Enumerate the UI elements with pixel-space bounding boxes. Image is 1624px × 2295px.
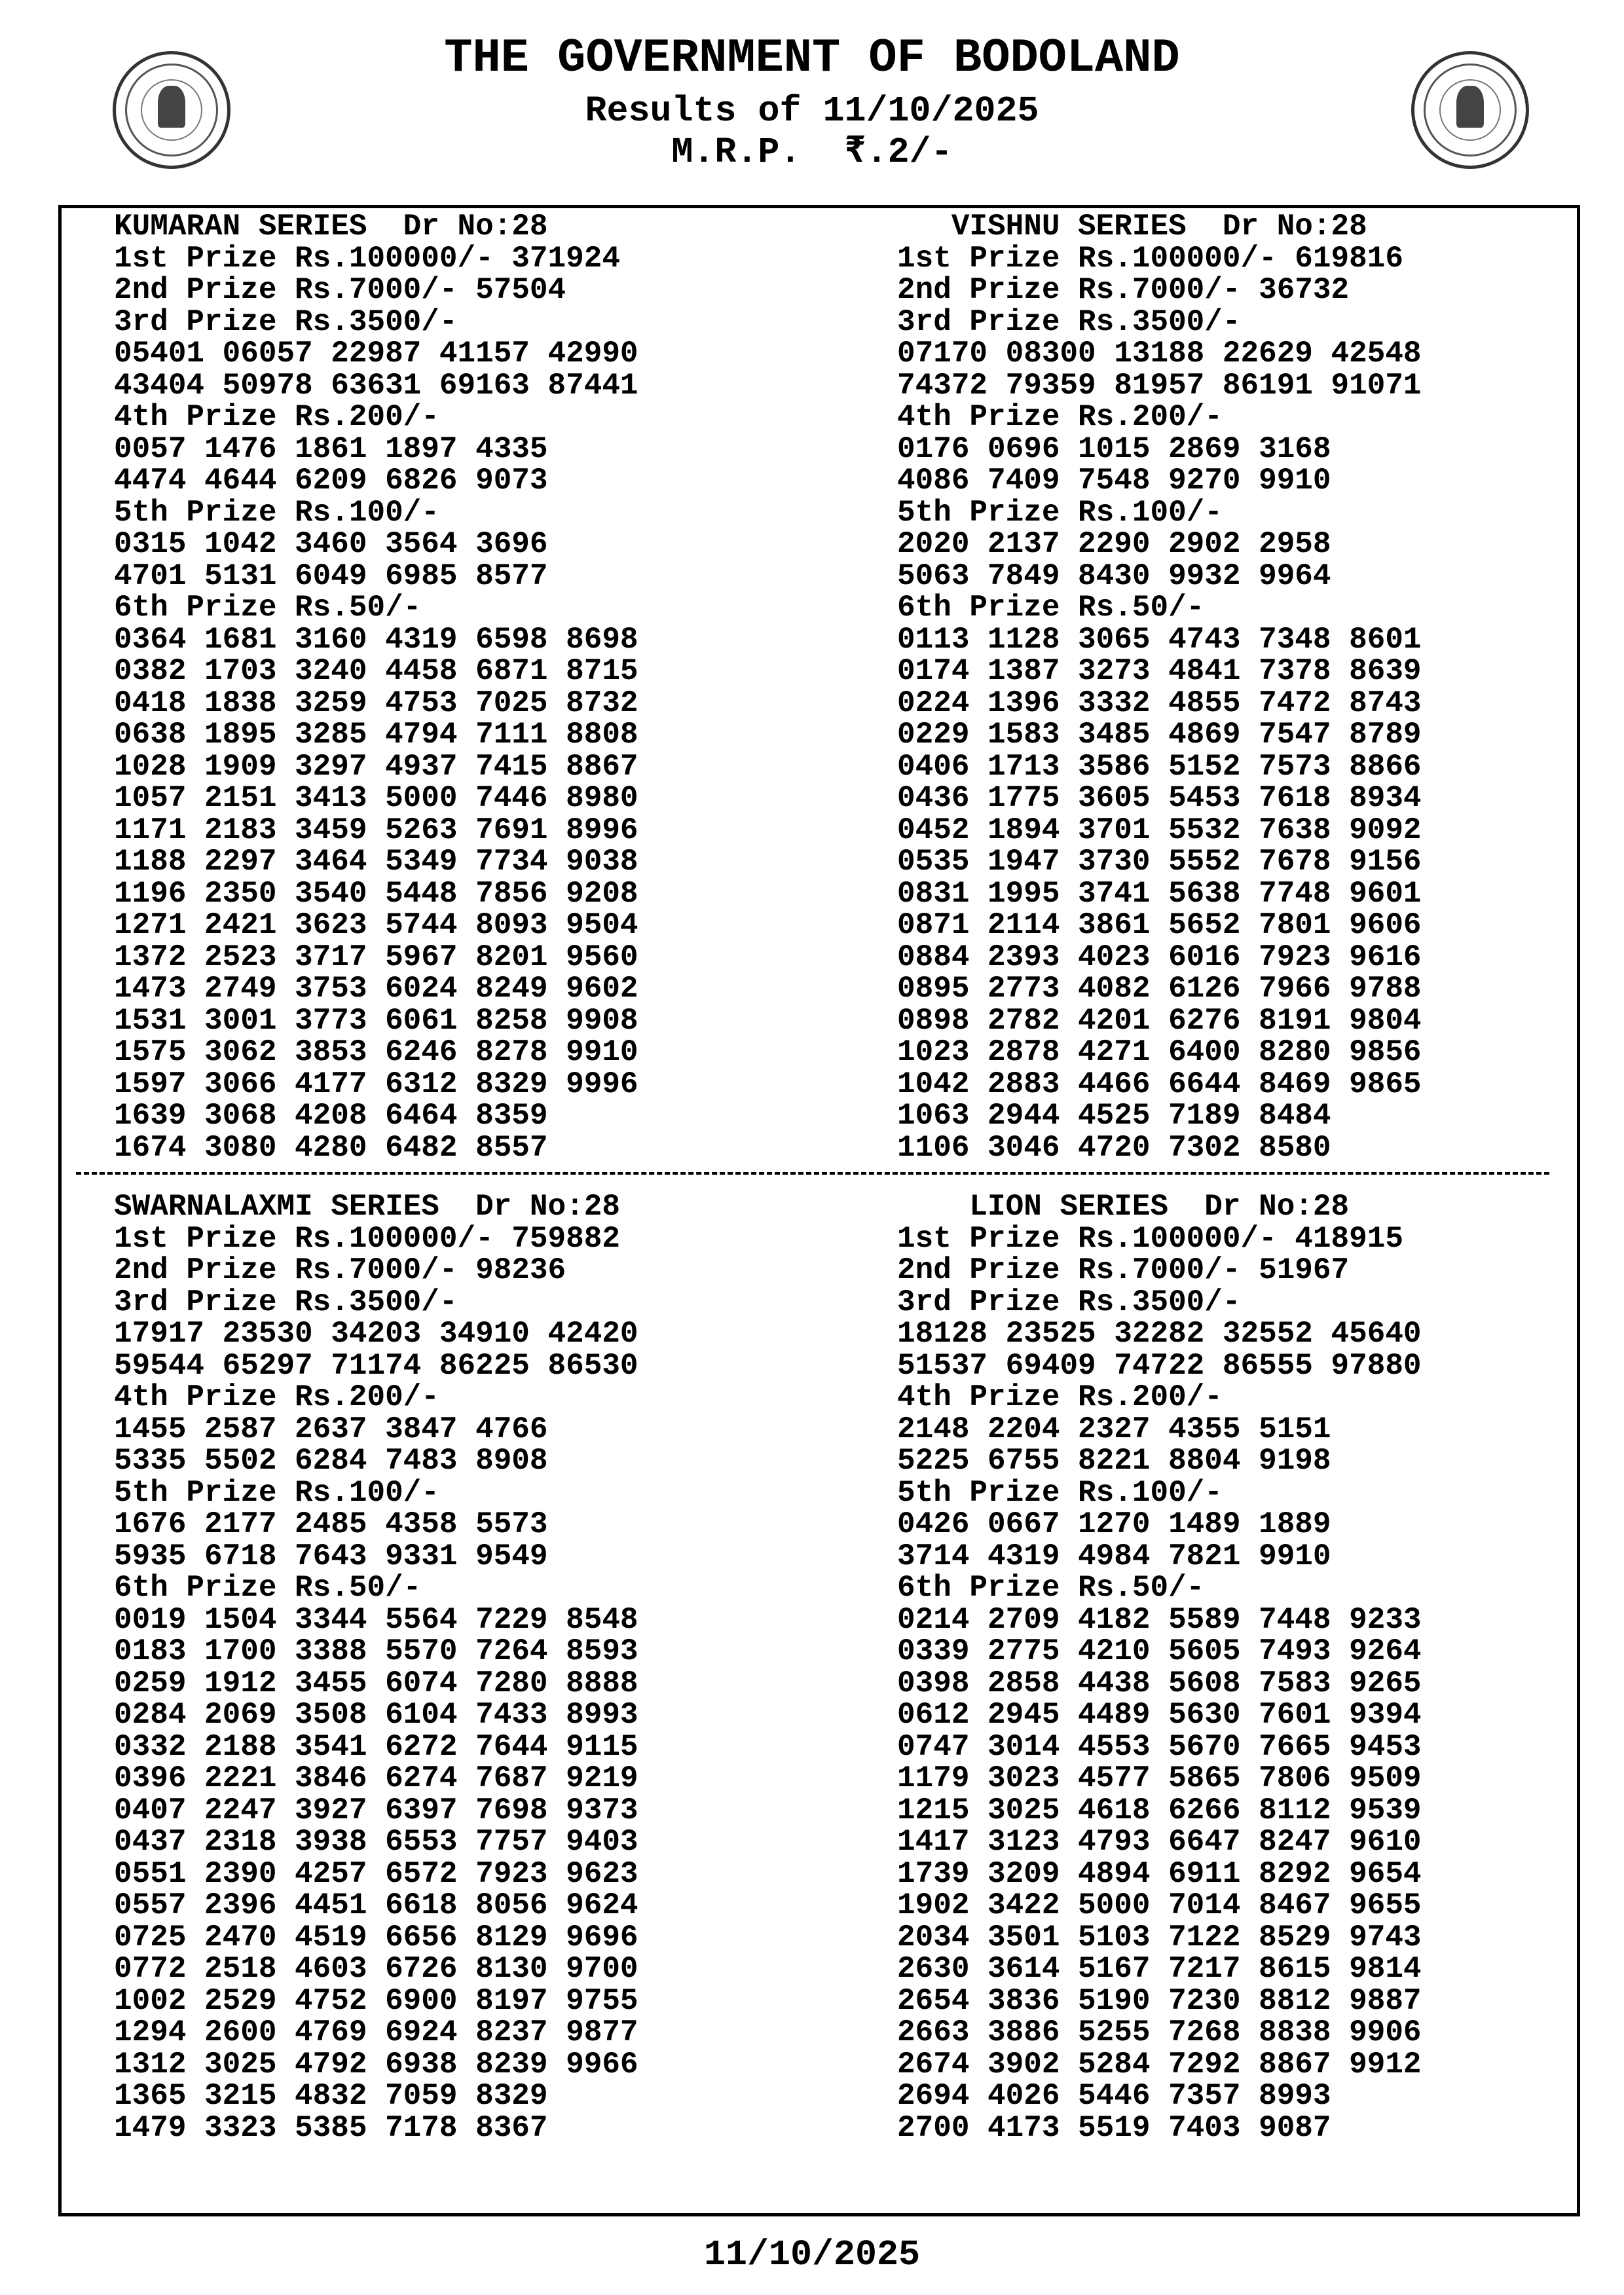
sixth-prize-numbers: 2034 3501 5103 7122 8529 9743 (897, 1920, 1422, 1955)
third-prize-numbers: 07170 08300 13188 22629 42548 (897, 337, 1422, 371)
fourth-prize-label: 4th Prize Rs.200/- (114, 1380, 439, 1414)
second-prize: 2nd Prize Rs.7000/- 36732 (897, 273, 1350, 307)
sixth-prize-numbers: 1739 3209 4894 6911 8292 9654 (897, 1856, 1422, 1891)
first-prize: 1st Prize Rs.100000/- 418915 (897, 1221, 1403, 1256)
series-block (114, 211, 638, 1164)
fifth-prize-label: 5th Prize Rs.100/- (114, 1475, 439, 1510)
sixth-prize-numbers: 0725 2470 4519 6656 8129 9696 (114, 1920, 638, 1955)
sixth-prize-numbers: 0831 1995 3741 5638 7748 9601 (897, 876, 1422, 911)
sixth-prize-numbers: 0214 2709 4182 5589 7448 9233 (897, 1602, 1422, 1637)
sixth-prize-label: 6th Prize Rs.50/- (114, 591, 422, 625)
sixth-prize-numbers: 0224 1396 3332 4855 7472 8743 (897, 686, 1422, 720)
fifth-prize-numbers: 0315 1042 3460 3564 3696 (114, 527, 548, 561)
fifth-prize-numbers: 3714 4319 4984 7821 9910 (897, 1539, 1331, 1573)
sixth-prize-numbers: 0638 1895 3285 4794 7111 8808 (114, 718, 638, 752)
sixth-prize-numbers: 0174 1387 3273 4841 7378 8639 (897, 654, 1422, 688)
sixth-prize-numbers: 2700 4173 5519 7403 9087 (897, 2110, 1331, 2145)
first-prize: 1st Prize Rs.100000/- 759882 (114, 1221, 620, 1256)
third-prize-numbers: 17917 23530 34203 34910 42420 (114, 1317, 638, 1351)
fourth-prize-label: 4th Prize Rs.200/- (897, 400, 1223, 434)
sixth-prize-numbers: 0551 2390 4257 6572 7923 9623 (114, 1856, 638, 1891)
sixth-prize-numbers: 2694 4026 5446 7357 8993 (897, 2079, 1331, 2113)
third-prize-label: 3rd Prize Rs.3500/- (897, 1285, 1241, 1319)
sixth-prize-numbers: 1042 2883 4466 6644 8469 9865 (897, 1067, 1422, 1101)
second-prize: 2nd Prize Rs.7000/- 98236 (114, 1253, 566, 1287)
sixth-prize-numbers: 1063 2944 4525 7189 8484 (897, 1099, 1331, 1133)
sixth-prize-numbers: 1372 2523 3717 5967 8201 9560 (114, 940, 638, 974)
sixth-prize-numbers: 0452 1894 3701 5532 7638 9092 (897, 813, 1422, 847)
series-header: KUMARAN SERIES Dr No:28 (114, 210, 548, 244)
page-title: THE GOVERNMENT OF BODOLAND (444, 31, 1180, 85)
third-prize-numbers: 18128 23525 32282 32552 45640 (897, 1317, 1422, 1351)
sixth-prize-numbers: 1171 2183 3459 5263 7691 8996 (114, 813, 638, 847)
fourth-prize-numbers: 5225 6755 8221 8804 9198 (897, 1444, 1331, 1478)
sixth-prize-numbers: 0436 1775 3605 5453 7618 8934 (897, 781, 1422, 815)
sixth-prize-numbers: 1575 3062 3853 6246 8278 9910 (114, 1035, 638, 1069)
sixth-prize-numbers: 1106 3046 4720 7302 8580 (897, 1130, 1331, 1165)
series-block (897, 211, 1422, 1164)
sixth-prize-numbers: 1028 1909 3297 4937 7415 8867 (114, 749, 638, 784)
sixth-prize-numbers: 1597 3066 4177 6312 8329 9996 (114, 1067, 638, 1101)
first-prize: 1st Prize Rs.100000/- 371924 (114, 241, 620, 276)
sixth-prize-numbers: 1188 2297 3464 5349 7734 9038 (114, 845, 638, 879)
sixth-prize-label: 6th Prize Rs.50/- (897, 591, 1205, 625)
sixth-prize-numbers: 0406 1713 3586 5152 7573 8866 (897, 749, 1422, 784)
sixth-prize-numbers: 0332 2188 3541 6272 7644 9115 (114, 1729, 638, 1764)
third-prize-numbers: 05401 06057 22987 41157 42990 (114, 337, 638, 371)
sixth-prize-numbers: 0437 2318 3938 6553 7757 9403 (114, 1825, 638, 1859)
sixth-prize-numbers: 1365 3215 4832 7059 8329 (114, 2079, 548, 2113)
sixth-prize-numbers: 1215 3025 4618 6266 8112 9539 (897, 1793, 1422, 1827)
sixth-prize-numbers: 1023 2878 4271 6400 8280 9856 (897, 1035, 1422, 1069)
fourth-prize-numbers: 1455 2587 2637 3847 4766 (114, 1412, 548, 1446)
third-prize-numbers: 51537 69409 74722 86555 97880 (897, 1348, 1422, 1383)
sixth-prize-numbers: 1674 3080 4280 6482 8557 (114, 1130, 548, 1165)
mrp-price: M.R.P. ₹.2/- (671, 132, 953, 173)
fifth-prize-numbers: 2020 2137 2290 2902 2958 (897, 527, 1331, 561)
fifth-prize-numbers: 4701 5131 6049 6985 8577 (114, 559, 548, 593)
sixth-prize-numbers: 0229 1583 3485 4869 7547 8789 (897, 718, 1422, 752)
fourth-prize-numbers: 4086 7409 7548 9270 9910 (897, 464, 1331, 498)
sixth-prize-numbers: 0396 2221 3846 6274 7687 9219 (114, 1761, 638, 1795)
third-prize-label: 3rd Prize Rs.3500/- (897, 304, 1241, 339)
sixth-prize-numbers: 0535 1947 3730 5552 7678 9156 (897, 845, 1422, 879)
sixth-prize-numbers: 1312 3025 4792 6938 8239 9966 (114, 2047, 638, 2082)
sixth-prize-numbers: 0612 2945 4489 5630 7601 9394 (897, 1698, 1422, 1732)
fourth-prize-numbers: 5335 5502 6284 7483 8908 (114, 1444, 548, 1478)
third-prize-numbers: 43404 50978 63631 69163 87441 (114, 368, 638, 403)
sixth-prize-numbers: 1294 2600 4769 6924 8237 9877 (114, 2015, 638, 2049)
sixth-prize-numbers: 0364 1681 3160 4319 6598 8698 (114, 622, 638, 657)
sixth-prize-numbers: 0898 2782 4201 6276 8191 9804 (897, 1003, 1422, 1038)
third-prize-label: 3rd Prize Rs.3500/- (114, 1285, 458, 1319)
fifth-prize-label: 5th Prize Rs.100/- (897, 495, 1223, 530)
sixth-prize-numbers: 1417 3123 4793 6647 8247 9610 (897, 1825, 1422, 1859)
sixth-prize-label: 6th Prize Rs.50/- (897, 1571, 1205, 1605)
sixth-prize-numbers: 1196 2350 3540 5448 7856 9208 (114, 876, 638, 911)
series-header: VISHNU SERIES Dr No:28 (897, 210, 1367, 244)
sixth-prize-numbers: 0113 1128 3065 4743 7348 8601 (897, 622, 1422, 657)
footer-date: 11/10/2025 (703, 2234, 921, 2275)
sixth-prize-numbers: 0407 2247 3927 6397 7698 9373 (114, 1793, 638, 1827)
sixth-prize-numbers: 2654 3836 5190 7230 8812 9887 (897, 1983, 1422, 2018)
first-prize: 1st Prize Rs.100000/- 619816 (897, 241, 1403, 276)
sixth-prize-numbers: 0557 2396 4451 6618 8056 9624 (114, 1888, 638, 1922)
sixth-prize-numbers: 0772 2518 4603 6726 8130 9700 (114, 1952, 638, 1986)
sixth-prize-numbers: 0284 2069 3508 6104 7433 8993 (114, 1698, 638, 1732)
series-block (114, 1191, 638, 2144)
fifth-prize-numbers: 0426 0667 1270 1489 1889 (897, 1507, 1331, 1541)
sixth-prize-numbers: 1902 3422 5000 7014 8467 9655 (897, 1888, 1422, 1922)
third-prize-numbers: 74372 79359 81957 86191 91071 (897, 368, 1422, 403)
sixth-prize-numbers: 0183 1700 3388 5570 7264 8593 (114, 1634, 638, 1668)
sixth-prize-numbers: 1639 3068 4208 6464 8359 (114, 1099, 548, 1133)
fifth-prize-label: 5th Prize Rs.100/- (897, 1475, 1223, 1510)
sixth-prize-numbers: 1057 2151 3413 5000 7446 8980 (114, 781, 638, 815)
sixth-prize-label: 6th Prize Rs.50/- (114, 1571, 422, 1605)
fifth-prize-numbers: 5935 6718 7643 9331 9549 (114, 1539, 548, 1573)
fourth-prize-numbers: 0176 0696 1015 2869 3168 (897, 431, 1331, 466)
fourth-prize-label: 4th Prize Rs.200/- (897, 1380, 1223, 1414)
fourth-prize-label: 4th Prize Rs.200/- (114, 400, 439, 434)
fifth-prize-label: 5th Prize Rs.100/- (114, 495, 439, 530)
series-block (897, 1191, 1422, 2144)
second-prize: 2nd Prize Rs.7000/- 51967 (897, 1253, 1350, 1287)
series-header: LION SERIES Dr No:28 (897, 1190, 1350, 1224)
sixth-prize-numbers: 0398 2858 4438 5608 7583 9265 (897, 1666, 1422, 1700)
sixth-prize-numbers: 0418 1838 3259 4753 7025 8732 (114, 686, 638, 720)
sixth-prize-numbers: 0895 2773 4082 6126 7966 9788 (897, 972, 1422, 1006)
series-header: SWARNALAXMI SERIES Dr No:28 (114, 1190, 620, 1224)
second-prize: 2nd Prize Rs.7000/- 57504 (114, 273, 566, 307)
sixth-prize-numbers: 0259 1912 3455 6074 7280 8888 (114, 1666, 638, 1700)
sixth-prize-numbers: 1002 2529 4752 6900 8197 9755 (114, 1983, 638, 2018)
sixth-prize-numbers: 1479 3323 5385 7178 8367 (114, 2110, 548, 2145)
fourth-prize-numbers: 2148 2204 2327 4355 5151 (897, 1412, 1331, 1446)
third-prize-numbers: 59544 65297 71174 86225 86530 (114, 1348, 638, 1383)
sixth-prize-numbers: 0382 1703 3240 4458 6871 8715 (114, 654, 638, 688)
sixth-prize-numbers: 0884 2393 4023 6016 7923 9616 (897, 940, 1422, 974)
fourth-prize-numbers: 4474 4644 6209 6826 9073 (114, 464, 548, 498)
sixth-prize-numbers: 1531 3001 3773 6061 8258 9908 (114, 1003, 638, 1038)
sixth-prize-numbers: 1473 2749 3753 6024 8249 9602 (114, 972, 638, 1006)
results-date: Results of 11/10/2025 (585, 90, 1039, 132)
section-divider (76, 1172, 1549, 1175)
third-prize-label: 3rd Prize Rs.3500/- (114, 304, 458, 339)
sixth-prize-numbers: 2674 3902 5284 7292 8867 9912 (897, 2047, 1422, 2082)
sixth-prize-numbers: 0871 2114 3861 5652 7801 9606 (897, 908, 1422, 942)
sixth-prize-numbers: 1271 2421 3623 5744 8093 9504 (114, 908, 638, 942)
fifth-prize-numbers: 5063 7849 8430 9932 9964 (897, 559, 1331, 593)
fifth-prize-numbers: 1676 2177 2485 4358 5573 (114, 1507, 548, 1541)
fourth-prize-numbers: 0057 1476 1861 1897 4335 (114, 431, 548, 466)
sixth-prize-numbers: 2663 3886 5255 7268 8838 9906 (897, 2015, 1422, 2049)
sixth-prize-numbers: 0019 1504 3344 5564 7229 8548 (114, 1602, 638, 1637)
sixth-prize-numbers: 0339 2775 4210 5605 7493 9264 (897, 1634, 1422, 1668)
sixth-prize-numbers: 1179 3023 4577 5865 7806 9509 (897, 1761, 1422, 1795)
sixth-prize-numbers: 0747 3014 4553 5670 7665 9453 (897, 1729, 1422, 1764)
sixth-prize-numbers: 2630 3614 5167 7217 8615 9814 (897, 1952, 1422, 1986)
